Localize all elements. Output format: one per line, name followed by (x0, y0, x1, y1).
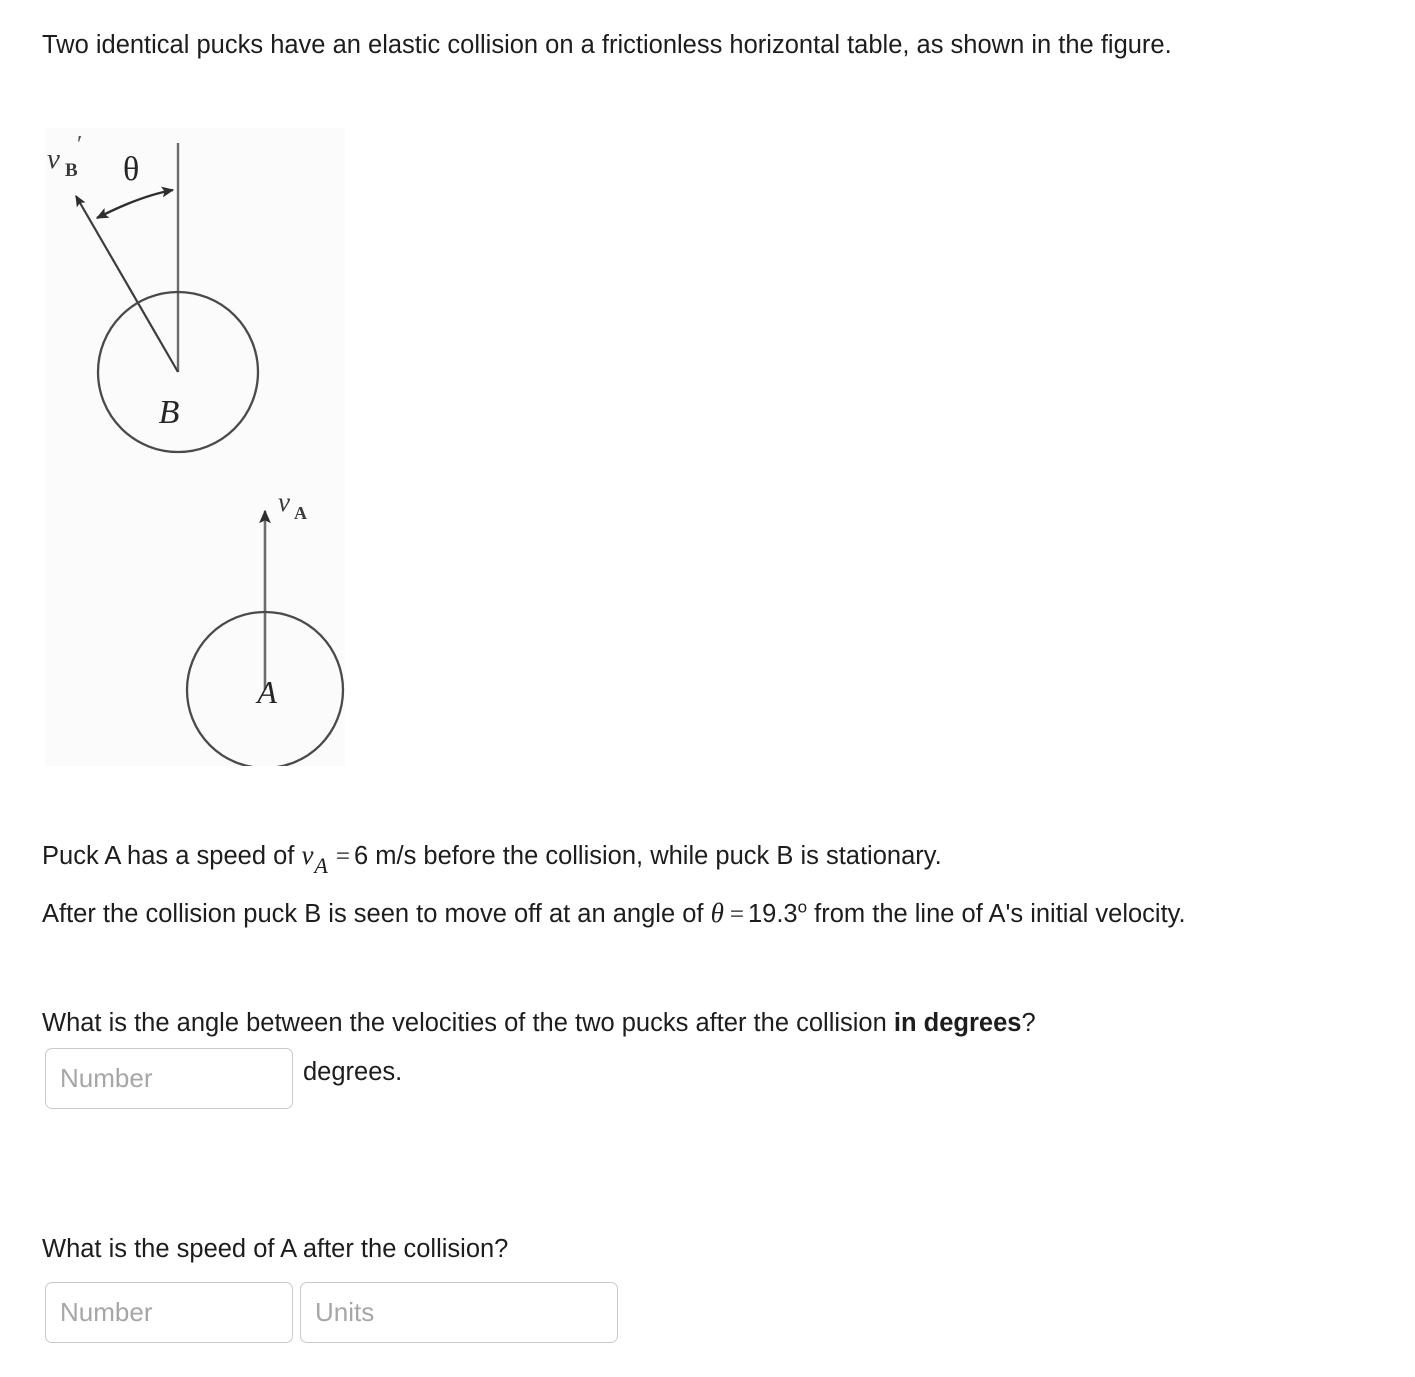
equals-sign-2: = (729, 901, 744, 928)
collision-figure (45, 128, 345, 766)
va-label (278, 487, 307, 523)
question-1-unit-label: degrees. (303, 1058, 403, 1086)
degree-symbol: o (797, 897, 808, 917)
statement-line2-prefix: After the collision puck B is seen to move off at an angle of (42, 900, 711, 928)
question-2-units-input[interactable] (300, 1282, 618, 1343)
theta-label: θ (123, 151, 140, 188)
theta-inline-symbol: θ (710, 898, 724, 928)
equals-sign-1: = (335, 843, 350, 870)
puck-a-label: A (257, 674, 277, 710)
vb-prime-subscript: B (65, 160, 78, 181)
va-inline-subscript: A (314, 853, 328, 878)
vb-prime-vector (76, 196, 178, 372)
statement-line-2 (42, 896, 1186, 932)
question-1-emphasis: in degrees (893, 1009, 1022, 1037)
statement-line1-prefix: Puck A has a speed of (42, 842, 302, 870)
puck-b-label: B (158, 394, 180, 431)
question-1-prefix: What is the angle between the velocities of the two pucks after the collision (42, 1009, 894, 1037)
statement-line-1 (42, 838, 942, 878)
question-1-prompt (42, 1007, 1036, 1041)
question-2-prompt: What is the speed of A after the collision? (42, 1235, 509, 1263)
theta-arc (97, 190, 173, 218)
vb-prime-mark: ′ (77, 132, 83, 158)
vb-prime-label (47, 132, 82, 181)
collision-figure-svg (45, 128, 345, 766)
statement-line1-suffix: 6 m/s before the collision, while puck B is stationary. (353, 842, 942, 870)
intro-paragraph: Two identical pucks have an elastic collision on a frictionless horizontal table, as shown in the figure. (42, 31, 1172, 59)
question-1-suffix: ? (1021, 1009, 1036, 1037)
theta-value: 19.3 (747, 900, 798, 928)
question-1-number-input[interactable] (45, 1048, 293, 1109)
statement-line2-suffix: from the line of A's initial velocity. (807, 900, 1186, 928)
question-2-number-input[interactable] (45, 1282, 293, 1343)
vb-prime-symbol: v (47, 143, 60, 175)
va-symbol: v (278, 487, 290, 517)
va-inline-symbol: v (301, 840, 314, 870)
va-subscript: A (294, 503, 307, 523)
